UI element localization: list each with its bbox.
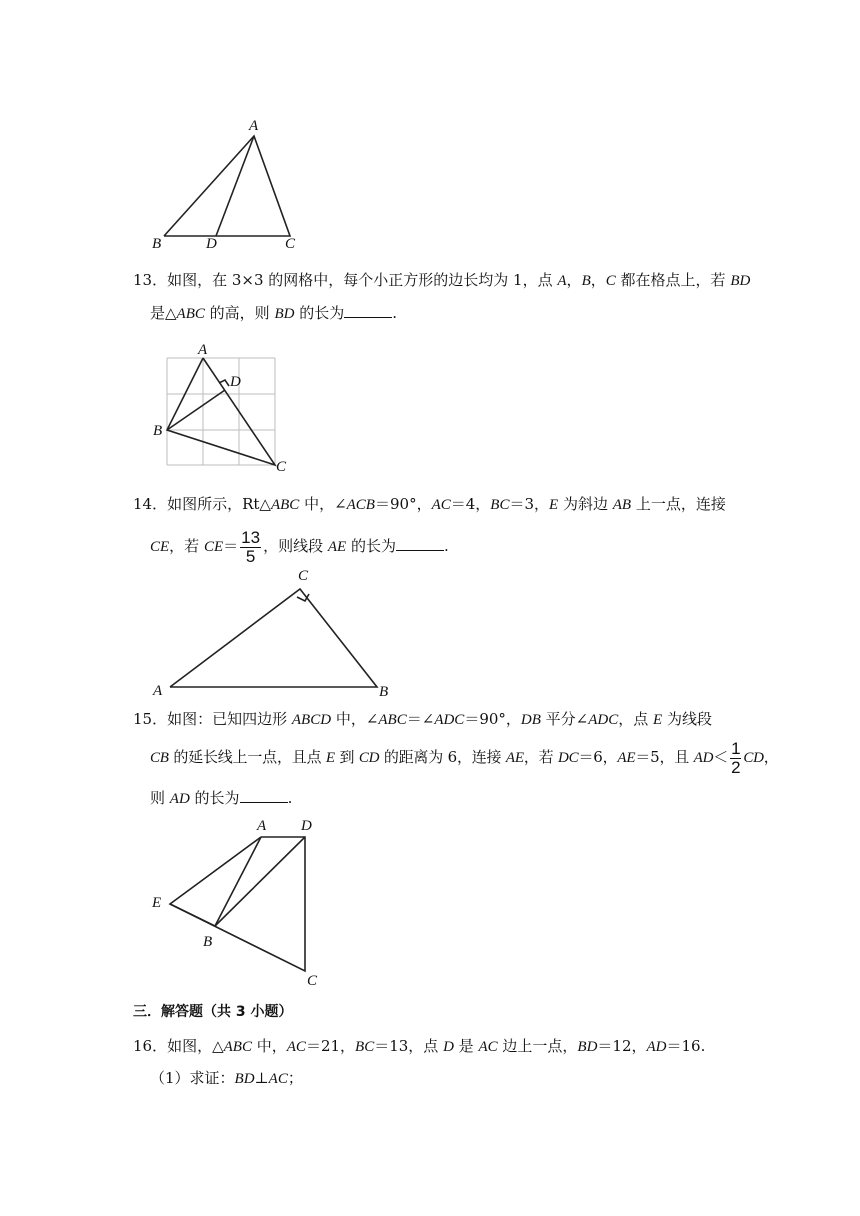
section-title: 三．解答题（共 3 小题） (133, 1004, 293, 1020)
label-a: A (153, 683, 163, 699)
label-e: E (152, 895, 162, 911)
answer-blank (396, 536, 444, 551)
label-a: A (198, 342, 208, 358)
q16-sub1: （1）求证：BD⊥AC； (150, 1069, 303, 1087)
label-c: C (307, 973, 318, 989)
q14-line1: 14．如图所示，Rt△ABC 中，∠ACB＝90°，AC＝4，BC＝3，E 为斜边 AB 上一点，连接 (133, 495, 726, 513)
question-number: 15． (133, 710, 168, 728)
figure-grid-triangle (145, 340, 295, 475)
label-a: A (257, 818, 267, 834)
q16-line1: 16．如图，△ABC 中，AC＝21，BC＝13，点 D 是 AC 边上一点，BD＝12，AD＝16. (133, 1037, 706, 1055)
q13-line1: 13．如图，在 3×3 的网格中，每个小正方形的边长均为 1，点 A，B，C 都在格点上，若 BD (133, 271, 751, 289)
q13-line2: 是△ABC 的高，则 BD 的长为 . (150, 304, 397, 322)
label-b: B (203, 934, 213, 950)
label-d: D (206, 236, 217, 252)
label-d: D (301, 818, 312, 834)
fraction-13-over-5: $\frac{13}{5}$ (241, 527, 261, 566)
question-number: 14． (133, 495, 168, 513)
label-c: C (276, 459, 287, 475)
figure-quadrilateral (145, 815, 335, 995)
grid-3x3 (167, 358, 275, 465)
label-c: C (298, 568, 309, 584)
q14-line2: CE，若 CE＝ $\frac{13}{5}$ ，则线段 AE 的长为 . (150, 527, 449, 566)
label-c: C (285, 236, 296, 252)
figure-right-triangle (145, 565, 405, 700)
answer-blank (240, 788, 288, 803)
label-d: D (230, 374, 241, 390)
question-number: 13． (133, 271, 168, 289)
fraction-1-over-2: $\frac{1}{2}$ (731, 738, 741, 777)
label-b: B (379, 684, 389, 700)
question-number: 16． (133, 1037, 168, 1055)
q15-line2: CB 的延长线上一点，且点 E 到 CD 的距离为 6，连接 AE，若 DC＝6，AE＝5，且 AD＜ $\frac{1}{2}$ CD， (150, 738, 779, 777)
label-b: B (153, 423, 163, 439)
label-a: A (249, 118, 259, 134)
label-b: B (152, 236, 162, 252)
figure-triangle-abc-d (140, 110, 320, 255)
q15-line3: 则 AD 的长为 . (150, 789, 293, 807)
answer-blank (344, 303, 392, 318)
q15-line1: 15．如图：已知四边形 ABCD 中，∠ABC＝∠ADC＝90°，DB 平分∠ADC，点 E 为线段 (133, 710, 712, 728)
